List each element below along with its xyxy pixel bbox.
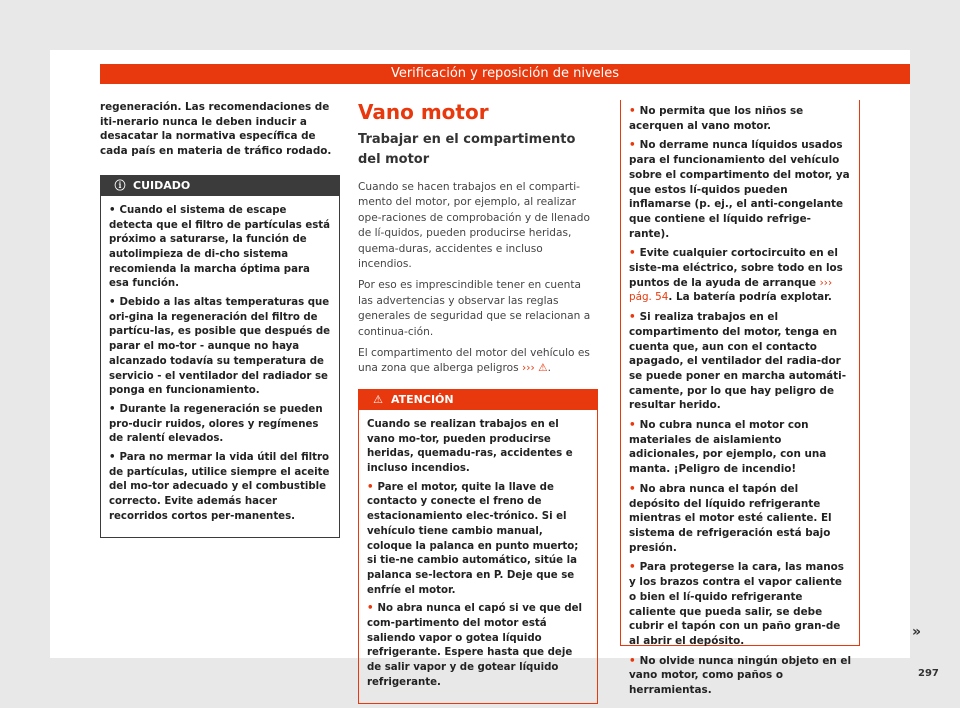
list-item: • Si realiza trabajos en el compartimento del motor, tenga en cuenta que, aun con el contacto apagado, el ventilador del radia-dor se puede poner en marcha automáti-camente, por lo que hay peligro de resultar herido. xyxy=(629,311,847,412)
atencion-header: ⚠ ATENCIÓN xyxy=(359,390,597,410)
column-middle xyxy=(358,100,598,704)
section-title: Vano motor xyxy=(358,100,489,124)
cuidado-box xyxy=(100,175,340,538)
page-number: 297 xyxy=(918,668,939,679)
list-item: • Cuando el sistema de escape detecta que el filtro de partículas está próximo a saturarse, la función de autolimpieza de di-cho sistema recomienda la marcha óptima para esa función. xyxy=(109,204,331,290)
list-item: • Durante la regeneración se pueden pro-ducir ruidos, olores y regímenes de ralentí elevados. xyxy=(109,403,323,445)
column-left xyxy=(100,100,340,538)
cuidado-header: ⓘ CUIDADO xyxy=(101,176,339,196)
atencion-box-continued xyxy=(620,100,860,697)
list-item: • No abra nunca el tapón del depósito del líquido refrigerante mientras el motor esté caliente. El sistema de refrigeración está bajo presión. xyxy=(629,482,832,554)
list-item: • Evite cualquier cortocircuito en el siste-ma eléctrico, sobre todo en los puntos de la ayuda de arranque ››› pág. 54. La batería podría explotar. xyxy=(629,247,843,304)
list-item: • Para protegerse la cara, las manos y los brazos contra el vapor caliente o bien el lí-quido refrigerante caliente que pueda salir, se debe cubrir el tapón con un paño gran-de al abrir el depósito. xyxy=(629,561,844,647)
body-paragraph: Por eso es imprescindible tener en cuenta las advertencias y observar las reglas generales de seguridad que se relacionan a continua-ción. xyxy=(358,279,591,338)
list-item: • No permita que los niños se acerquen al vano motor. xyxy=(629,105,804,132)
continue-marker: » xyxy=(912,624,922,640)
warning-triangle-icon: ⚠ xyxy=(373,392,383,406)
page-reference-link[interactable]: ››› pág. 54 xyxy=(629,276,833,304)
atencion-box xyxy=(358,389,598,704)
warning-intro: Cuando se realizan trabajos en el vano mo-tor, pueden producirse heridas, quemadu-ras, accidentes e incluso incendios. xyxy=(367,418,573,474)
list-item: • No derrame nunca líquidos usados para el funcionamiento del vehículo sobre el compartimento del motor, ya que estos lí-quidos pueden inflamarse (p. ej., el anti-congelante que contiene el líquido refrige-rante). xyxy=(629,139,850,240)
column-right xyxy=(620,100,860,697)
list-item: • No cubra nunca el motor con materiales de aislamiento adicionales, por ejemplo, con una manta. ¡Peligro de incendio! xyxy=(629,419,827,476)
list-item: • No abra nunca el capó si ve que del com-partimento del motor está saliendo vapor o gotea líquido refrigerante. Espere hasta que deje de salir vapor y de gotear líquido refrigerante. xyxy=(367,603,583,688)
warning-triangle-icon: ⚠ xyxy=(538,362,548,375)
section-subtitle: Trabajar en el compartimento del motor xyxy=(358,132,576,167)
page-sheet xyxy=(50,50,939,697)
cross-reference-link[interactable]: ››› xyxy=(522,362,535,375)
body-paragraph: Cuando se hacen trabajos en el comparti-mento del motor, por ejemplo, al realizar ope-raciones de comprobación y de llenado de lí-quidos, pueden producirse heridas, quema-duras, accidentes e incluso incendios. xyxy=(358,181,590,271)
list-item: • No olvide nunca ningún objeto en el vano motor, como paños o herramientas. xyxy=(629,654,852,697)
list-item: • Debido a las altas temperaturas que ori-gina la regeneración del filtro de partícu-las, es posible que después de parar el mo-tor - aunque no haya alcanzado todavía su temperatura de servicio - el ventilador del radiador se ponga en funcionamiento. xyxy=(109,297,331,397)
list-item: • Pare el motor, quite la llave de contacto y conecte el freno de estacionamiento elec-trónico. Si el vehículo tiene cambio manual, coloque la palanca en punto muerto; si tie-ne cambio automático, sitúe la palanca se-lectora en P. Deje que se enfríe el motor. xyxy=(367,481,579,596)
body-paragraph: El compartimento del motor del vehículo es una zona que alberga peligros ››› ⚠. xyxy=(358,347,590,375)
section-header: Verificación y reposición de niveles xyxy=(100,64,910,84)
list-item: • Para no mermar la vida útil del filtro de partículas, utilice siempre el aceite del mo-tor adecuado y el combustible correcto. Evite además hacer recorridos cortos per-manentes. xyxy=(109,452,330,522)
info-circle-icon: ⓘ xyxy=(114,178,126,192)
intro-paragraph: regeneración. Las recomendaciones de iti-nerario nunca le deben inducir a desacatar la normativa específica de cada país en materia de tráfico rodado. xyxy=(100,101,332,158)
